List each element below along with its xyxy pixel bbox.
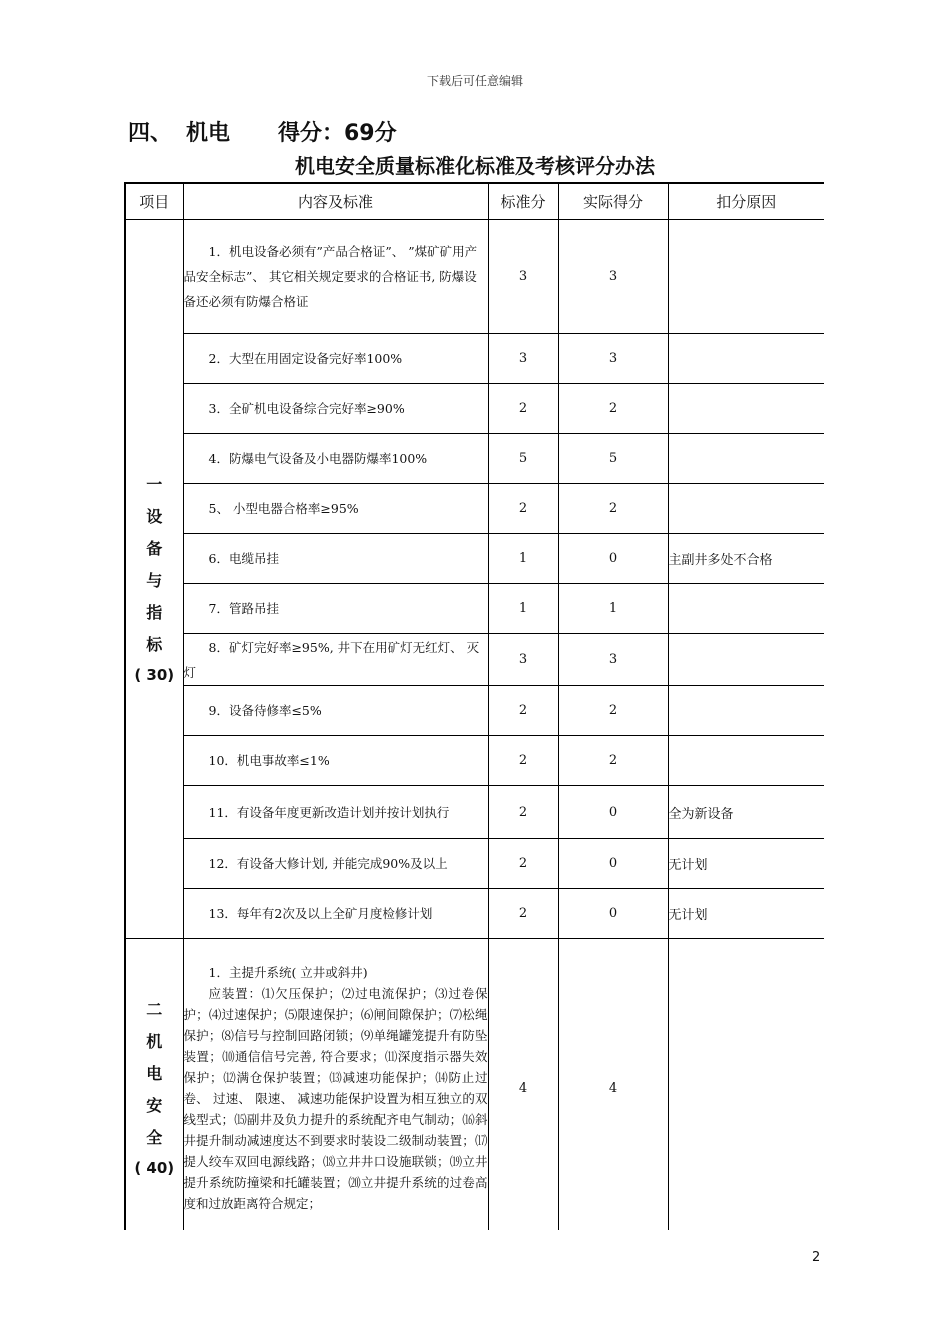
table-header-row [125,183,824,220]
actual-score: 3 [558,334,668,384]
table-row [125,634,824,686]
actual-score: 2 [558,686,668,736]
deduction-reason: 无计划 [668,839,824,889]
category-name: 一设备与指标 [146,475,163,654]
actual-score: 2 [558,484,668,534]
actual-score: 3 [558,220,668,334]
content-cell: 12．有设备大修计划, 并能完成90%及以上 [183,839,488,889]
standard-score: 3 [488,334,558,384]
table-row [125,434,824,484]
table-row [125,534,824,584]
deduction-reason [668,939,824,1231]
standard-score: 2 [488,686,558,736]
content-cell: 2．大型在用固定设备完好率100% [183,334,488,384]
standard-score: 1 [488,534,558,584]
category-name: 二机电安全 [146,1000,163,1148]
header-note: 下载后可任意编辑 [426,74,523,88]
section-number: 四、 [128,121,173,146]
standard-score: 2 [488,839,558,889]
standard-score: 2 [488,384,558,434]
content-body: 应装置：⑴欠压保护；⑵过电流保护；⑶过卷保护；⑷过速保护；⑸限速保护；⑹闸间隙保护；⑺松绳保护；⑻信号与控制回路闭锁；⑼单绳罐笼提升有防坠装置；⑽通信信号完善, 符合要求；⑾深度指示器失效保护；⑿满仓保护装置；⒀减速功能保护；⒁防止过卷、 过速、 限速、 减速功能保护设置为相互独立的双线型式；⒂副井及负力提升的系统配齐电气制动；⒃斜井提升制动减速度达不到要求时装设二级制动装置；⒄提人绞车双回电源线路；⒅立井井口设施联锁；⒆立井提升系统防撞梁和托罐装置；⒇立井提升系统的过卷高度和过放距离符合规定； [183,986,488,1212]
table-row [125,686,824,736]
section-name: 机电 [186,121,231,146]
deduction-reason [668,736,824,786]
standard-score: 2 [488,736,558,786]
deduction-reason [668,434,824,484]
standard-score: 2 [488,786,558,839]
content-cell: 4．防爆电气设备及小电器防爆率100% [183,434,488,484]
content-cell: 11．有设备年度更新改造计划并按计划执行 [183,786,488,839]
score-table [124,182,824,1230]
page-number: 2 [812,1250,821,1265]
standard-score: 4 [488,939,558,1231]
content-first-line: 1．主提升系统( 立井或斜井) [208,965,368,981]
table-row [125,786,824,839]
column-header-actual: 实际得分 [558,183,668,220]
content-cell: 10．机电事故率≤1% [183,736,488,786]
actual-score: 0 [558,534,668,584]
deduction-reason: 主副井多处不合格 [668,534,824,584]
actual-score: 2 [558,384,668,434]
content-cell: 7．管路吊挂 [183,584,488,634]
section-title [128,116,397,147]
table-row [125,939,824,1231]
deduction-reason [668,484,824,534]
content-cell: 9．设备待修率≤5% [183,686,488,736]
score-table-container [124,182,824,1230]
deduction-reason [668,220,824,334]
deduction-reason [668,384,824,434]
table-row [125,736,824,786]
deduction-reason: 全为新设备 [668,786,824,839]
category-cell [125,220,183,939]
column-header-content: 内容及标准 [183,183,488,220]
content-cell: 13．每年有2次及以上全矿月度检修计划 [183,889,488,939]
actual-score: 5 [558,434,668,484]
column-header-reason: 扣分原因 [668,183,824,220]
table-row [125,220,824,334]
category-cell [125,939,183,1231]
actual-score: 1 [558,584,668,634]
content-cell [183,939,488,1231]
column-header-standard: 标准分 [488,183,558,220]
standard-score: 2 [488,889,558,939]
standard-score: 5 [488,434,558,484]
content-cell: 5、 小型电器合格率≥95% [183,484,488,534]
actual-score: 2 [558,736,668,786]
deduction-reason [668,634,824,686]
actual-score: 3 [558,634,668,686]
table-row [125,584,824,634]
actual-score: 0 [558,889,668,939]
table-row [125,384,824,434]
standard-score: 2 [488,484,558,534]
content-cell: 6．电缆吊挂 [183,534,488,584]
actual-score: 0 [558,786,668,839]
table-row [125,839,824,889]
table-row [125,484,824,534]
table-row [125,889,824,939]
actual-score: 4 [558,939,668,1231]
deduction-reason [668,334,824,384]
content-cell: 3．全矿机电设备综合完好率≥90% [183,384,488,434]
deduction-reason [668,686,824,736]
deduction-reason: 无计划 [668,889,824,939]
category-score: ( 30) [134,666,175,684]
standard-score: 3 [488,634,558,686]
deduction-reason [668,584,824,634]
content-cell: 8．矿灯完好率≥95%, 井下在用矿灯无红灯、 灭灯 [183,634,488,686]
content-cell: 1．机电设备必须有”产品合格证”、 ”煤矿矿用产品安全标志”、 其它相关规定要求的合格证书, 防爆设备还必须有防爆合格证 [183,220,488,334]
column-header-item: 项目 [125,183,183,220]
standard-score: 1 [488,584,558,634]
document-title: 机电安全质量标准化标准及考核评分办法 [295,154,655,178]
table-row [125,334,824,384]
category-score: ( 40) [134,1159,175,1178]
section-score: 得分：69分 [278,121,397,146]
standard-score: 3 [488,220,558,334]
actual-score: 0 [558,839,668,889]
